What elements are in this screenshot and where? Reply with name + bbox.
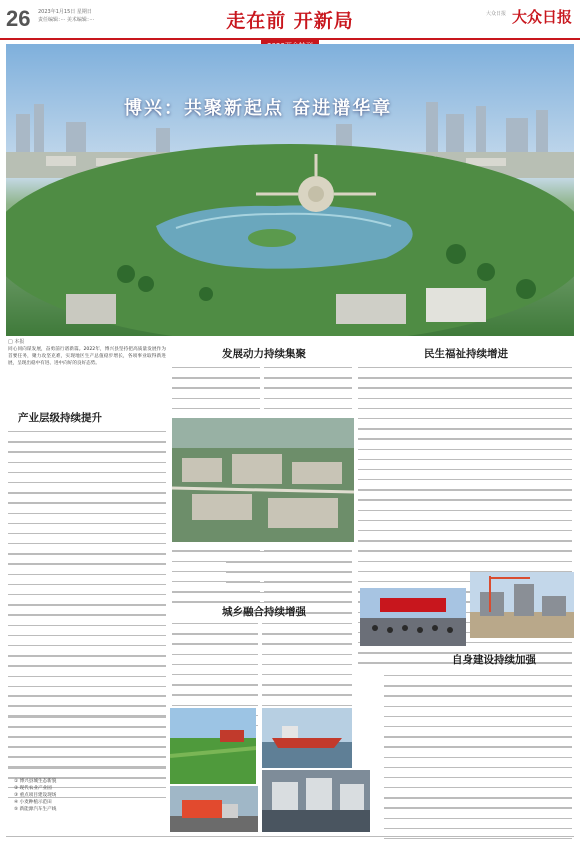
column-right-text [358, 364, 572, 584]
photo-captions [14, 778, 164, 813]
column-right-lower-text [384, 672, 572, 828]
page-headline: 博兴：共聚新起点 奋进谱华章 [124, 98, 393, 119]
section-heading-urban-rural: 城乡融合持续增强 [222, 606, 306, 618]
page-header [0, 0, 580, 40]
caption: ⑤ 新能源汽车生产线 [14, 807, 57, 812]
paper-sub: 大众日报 [485, 11, 506, 17]
caption: ② 现代农业产业园 [14, 786, 52, 791]
photo-cargo-ship [262, 708, 352, 768]
banner-title: 走在前 开新局 [226, 10, 354, 32]
caption: ③ 重点项目建设现场 [14, 793, 57, 798]
column-3-lower-text [262, 620, 352, 706]
section-banner [170, 6, 410, 36]
header-rule [0, 38, 580, 40]
caption: ① 博兴县城生态新貌 [14, 779, 57, 784]
paper-logo: 大众日报 [511, 8, 572, 26]
byline: □ 本报 [8, 339, 25, 345]
photo-ceremony [360, 588, 466, 646]
photo-wheat-field [170, 708, 256, 784]
column-2-lower-text [172, 620, 258, 706]
section-heading-livelihood: 民生福祉持续增进 [424, 348, 508, 360]
page-number: 26 [6, 6, 31, 31]
hero-aerial-photo [6, 44, 574, 336]
section-heading-industry: 产业层级持续提升 [18, 412, 102, 424]
photo-construction-site [470, 572, 574, 638]
section-heading-momentum: 发展动力持续集聚 [222, 348, 306, 360]
footer-rule [6, 836, 574, 837]
column-1-text [8, 428, 166, 686]
issue-date: 2023年1月15日 星期日 [38, 9, 92, 15]
intro-paragraph: 同心同向谋发展，奋勇前行谱新篇。2022年，博兴县坚持把高质量发展作为首要任务，聚力攻坚克难，实现地区生产总值稳步增长，各项事业取得新进展，呈现出稳中有进、进中向好的良好态势。 [8, 347, 166, 367]
editor-line: 责任编辑：··· 美术编辑：··· [38, 17, 95, 23]
photo-truck [170, 786, 258, 832]
photo-production-line [262, 770, 370, 832]
section-heading-self-building: 自身建设持续加强 [452, 654, 536, 666]
caption: ④ 小麦种植示范田 [14, 800, 52, 805]
photo-industrial-park [172, 418, 354, 542]
date-line [38, 8, 94, 24]
column-middle-text [226, 548, 352, 602]
column-1-text-lower [8, 692, 166, 772]
